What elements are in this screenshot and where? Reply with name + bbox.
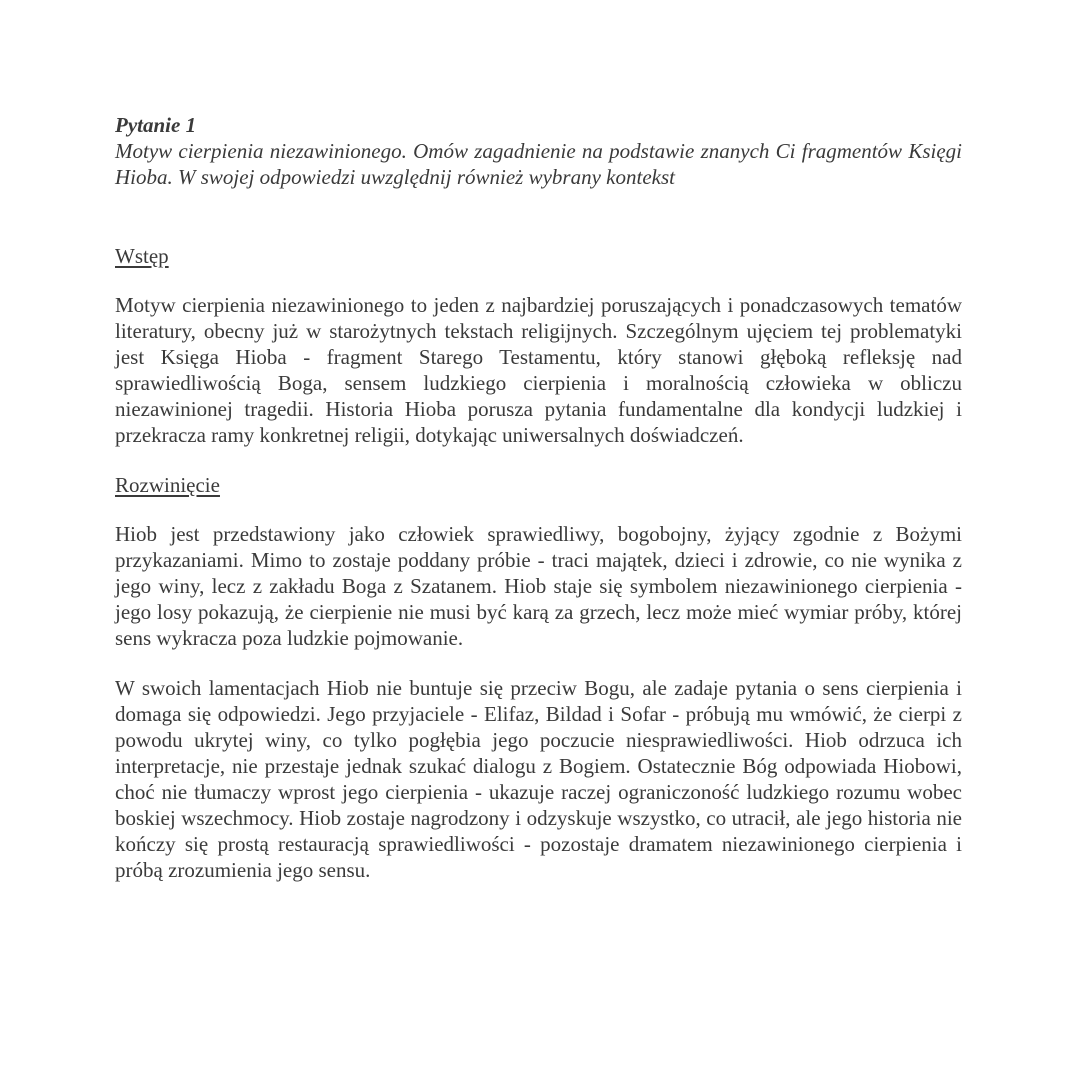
intro-heading: Wstęp <box>115 244 169 268</box>
development-paragraph-1: Hiob jest przedstawiony jako człowiek sprawiedliwy, bogobojny, żyjący zgodnie z Bożymi przykazaniami. Mimo to zostaje poddany próbie - traci majątek, dzieci i zdrowie, co nie wynika z jego winy, lecz z zakładu Boga z Szatanem. Hiob staje się symbolem niezawinionego cierpienia - jego losy pokazują, że cierpienie nie musi być karą za grzech, lecz może mieć wymiar próby, której sens wykracza poza ludzkie pojmowanie. <box>115 522 962 650</box>
question-title: Pytanie 1 <box>115 113 197 137</box>
question-text: Motyw cierpienia niezawinionego. Omów zagadnienie na podstawie znanych Ci fragmentów Księgi Hioba. W swojej odpowiedzi uwzględnij również wybrany kontekst <box>115 139 962 189</box>
intro-paragraph: Motyw cierpienia niezawinionego to jeden z najbardziej poruszających i ponadczasowych tematów literatury, obecny już w starożytnych tekstach religijnych. Szczególnym ujęciem tej problematyki jest Księga Hioba - fragment Starego Testamentu, który stanowi głęboką refleksję nad sprawiedliwością Boga, sensem ludzkiego cierpienia i moralnością człowieka w obliczu niezawinionej tragedii. Historia Hioba porusza pytania fundamentalne dla kondycji ludzkiej i przekracza ramy konkretnej religii, dotykając uniwersalnych doświadczeń. <box>115 293 962 447</box>
development-heading: Rozwinięcie <box>115 473 220 497</box>
development-paragraph-2: W swoich lamentacjach Hiob nie buntuje się przeciw Bogu, ale zadaje pytania o sens cierpienia i domaga się odpowiedzi. Jego przyjaciele - Elifaz, Bildad i Sofar - próbują mu wmówić, że cierpi z powodu ukrytej winy, co tylko pogłębia jego poczucie niesprawiedliwości. Hiob odrzuca ich interpretacje, nie przestaje jednak szukać dialogu z Bogiem. Ostatecznie Bóg odpowiada Hiobowi, choć nie tłumaczy wprost jego cierpienia - ukazuje raczej ograniczoność ludzkiego rozumu wobec boskiej wszechmocy. Hiob zostaje nagrodzony i odzyskuje wszystko, co utracił, ale jego historia nie kończy się prostą restauracją sprawiedliwości - pozostaje dramatem niezawinionego cierpienia i próbą zrozumienia jego sensu. <box>115 676 962 882</box>
